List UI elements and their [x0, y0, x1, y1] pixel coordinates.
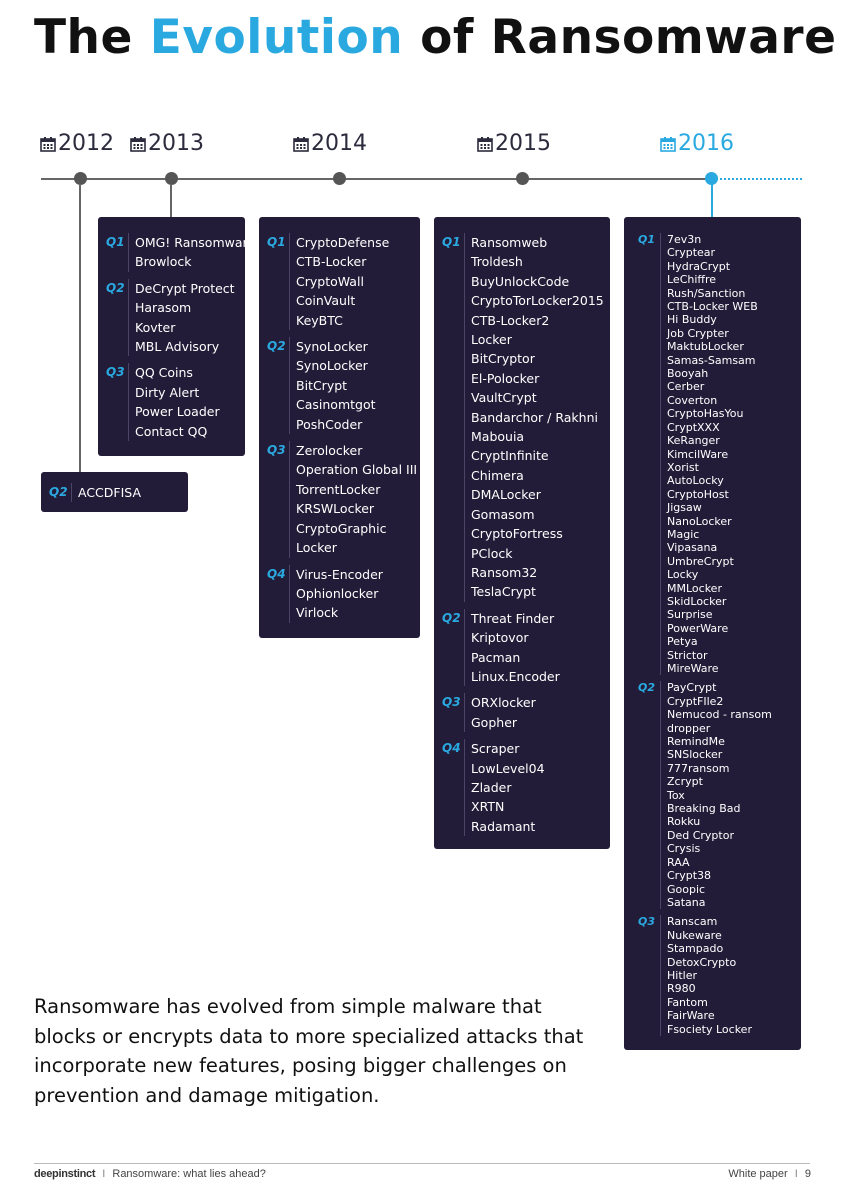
ransomware-item: R980	[667, 982, 696, 996]
ransomware-item: Troldesh	[471, 254, 523, 270]
ransomware-item: KRSWLocker	[296, 501, 375, 517]
quarter-label: Q3	[267, 443, 286, 458]
ransomware-item: Hitler	[667, 968, 697, 982]
ransomware-item: Cryptear	[667, 246, 716, 260]
ransomware-item: CryptFIle2	[667, 694, 724, 708]
ransomware-item: Crysis	[667, 842, 701, 856]
ransomware-item: SynoLocker	[296, 339, 368, 355]
quarter-label: Q3	[442, 695, 461, 710]
year-box-2016	[624, 217, 801, 1050]
quarter-group	[106, 279, 241, 357]
ransomware-item: SkidLocker	[667, 594, 727, 608]
ransomware-item: Ransom32	[471, 564, 538, 580]
ransomware-item: Jigsaw	[667, 501, 702, 515]
ransomware-item: CTB-Locker2	[471, 312, 550, 328]
ransomware-list	[464, 233, 606, 602]
ransomware-item: NanoLocker	[667, 514, 732, 528]
calendar-icon	[130, 136, 146, 152]
ransomware-list	[660, 681, 797, 909]
ransomware-item: VaultCrypt	[471, 390, 537, 406]
title-accent: Evolution	[149, 10, 404, 65]
ransomware-item: DetoxCrypto	[667, 955, 737, 969]
ransomware-item: CTB-Locker	[296, 254, 367, 270]
ransomware-item: Power Loader	[135, 404, 220, 420]
timeline-line	[41, 178, 709, 180]
ransomware-item: Hi Buddy	[667, 313, 717, 327]
year-2014	[293, 131, 367, 156]
ransomware-item: PClock	[471, 545, 513, 561]
ransomware-item: CTB-Locker WEB	[667, 300, 758, 314]
ransomware-item: Virlock	[296, 605, 339, 621]
ransomware-item: BuyUnlockCode	[471, 273, 570, 289]
quarter-group	[106, 363, 241, 441]
ransomware-item: RemindMe	[667, 735, 725, 749]
ransomware-list	[289, 441, 417, 557]
footer-doc-type: White paper	[728, 1168, 788, 1180]
ransomware-item: Locker	[471, 332, 512, 348]
footer-separator: I	[102, 1168, 106, 1180]
ransomware-item: Operation Global III	[296, 462, 418, 478]
ransomware-list	[464, 609, 606, 687]
ransomware-list	[289, 337, 416, 434]
ransomware-item: Gopher	[471, 714, 518, 730]
ransomware-item: MaktubLocker	[667, 340, 744, 354]
year-label: 2016	[678, 131, 734, 156]
calendar-icon	[660, 136, 676, 152]
ransomware-item: Locker	[296, 540, 337, 556]
ransomware-item: Fsociety Locker	[667, 1022, 752, 1036]
ransomware-item: Vipasana	[667, 541, 718, 555]
quarter-group	[106, 233, 256, 272]
timeline-dot-2014	[333, 172, 346, 185]
brand-logo: deepinstinct	[34, 1168, 96, 1180]
quarter-group	[267, 233, 416, 330]
ransomware-item: Rush/Sanction	[667, 286, 746, 300]
title-part-1: The	[34, 10, 150, 65]
ransomware-list	[660, 915, 797, 1036]
ransomware-item: CryptoDefense	[296, 235, 390, 250]
quarter-label: Q2	[267, 339, 286, 354]
ransomware-item: LeChiffre	[667, 273, 717, 287]
ransomware-item: Zerolocker	[296, 443, 363, 459]
ransomware-item: Goopic	[667, 882, 706, 896]
ransomware-item: MireWare	[667, 662, 719, 675]
ransomware-item: Cerber	[667, 380, 705, 394]
ransomware-item: Job Crypter	[667, 326, 729, 340]
ransomware-item: Linux.Encoder	[471, 668, 560, 684]
ransomware-item: Kovter	[135, 319, 176, 335]
footer-divider	[34, 1163, 810, 1164]
footer-doc-title: Ransomware: what lies ahead?	[112, 1168, 266, 1180]
ransomware-item: Gomasom	[471, 506, 535, 522]
quarter-label: Q3	[638, 915, 656, 929]
ransomware-item: PowerWare	[667, 621, 729, 635]
ransomware-list	[128, 233, 255, 272]
ransomware-item: Virus-Encoder	[296, 566, 383, 582]
ransomware-item: Rokku	[667, 815, 701, 829]
quarter-label: Q1	[267, 235, 286, 249]
year-label: 2013	[148, 131, 204, 156]
quarter-group	[638, 681, 797, 909]
ransomware-item: Ransomweb	[471, 235, 548, 250]
quarter-group	[638, 233, 797, 675]
ransomware-item: Browlock	[135, 254, 192, 270]
ransomware-item: BitCrypt	[296, 377, 348, 393]
quarter-group	[49, 483, 184, 502]
ransomware-item: Ophionlocker	[296, 585, 379, 601]
ransomware-item: Magic	[667, 527, 700, 541]
ransomware-item: TeslaCrypt	[471, 584, 536, 600]
ransomware-list	[128, 279, 241, 357]
ransomware-item: Coverton	[667, 393, 718, 407]
calendar-icon	[40, 136, 56, 152]
year-2015	[477, 131, 551, 156]
timeline-dot-2015	[516, 172, 529, 185]
ransomware-item: Scraper	[471, 741, 520, 757]
ransomware-item: CryptXXX	[667, 420, 720, 434]
ransomware-item: AutoLocky	[667, 474, 724, 488]
year-label: 2014	[311, 131, 367, 156]
footer-left	[34, 1168, 266, 1180]
timeline-future-dotted-line	[712, 178, 802, 180]
ransomware-item: RAA	[667, 855, 690, 869]
ransomware-list	[289, 233, 416, 330]
ransomware-item: Radamant	[471, 818, 536, 834]
quarter-group	[267, 441, 416, 557]
ransomware-item: MMLocker	[667, 581, 722, 595]
ransomware-item: Ranscam	[667, 915, 718, 929]
calendar-icon	[477, 136, 493, 152]
ransomware-list	[660, 233, 797, 675]
connector-2016	[711, 184, 713, 218]
description-text: Ransomware has evolved from simple malware that blocks or encrypts data to more specialized attacks that incorporate new features, posing bigger challenges on prevention and damage mitigation.	[34, 995, 584, 1107]
ransomware-item: Mabouia	[471, 429, 525, 445]
year-2013	[130, 131, 204, 156]
ransomware-item: DMALocker	[471, 487, 541, 503]
ransomware-item: ACCDFISA	[78, 485, 142, 500]
ransomware-item: Threat Finder	[471, 610, 555, 626]
ransomware-item: Crypt38	[667, 869, 712, 883]
quarter-group	[267, 337, 416, 434]
quarter-label: Q1	[638, 233, 656, 246]
year-box-2015	[434, 217, 610, 849]
ransomware-item: Locky	[667, 568, 699, 582]
ransomware-item: CryptoWall	[296, 273, 364, 289]
ransomware-item: KeRanger	[667, 434, 720, 448]
ransomware-item: PoshCoder	[296, 416, 363, 432]
connector-2013	[170, 184, 172, 218]
ransomware-item: Dirty Alert	[135, 384, 200, 400]
quarter-group	[442, 233, 606, 602]
footer-separator: I	[794, 1168, 798, 1180]
ransomware-item: HydraCrypt	[667, 259, 731, 273]
quarter-label: Q2	[442, 610, 461, 625]
year-label: 2015	[495, 131, 551, 156]
ransomware-item: CryptoFortress	[471, 526, 563, 542]
ransomware-item: Tox	[667, 788, 685, 802]
calendar-icon	[293, 136, 309, 152]
ransomware-item: Casinomtgot	[296, 397, 376, 413]
ransomware-item: CryptInfinite	[471, 448, 549, 464]
ransomware-item: 7ev3n	[667, 233, 702, 246]
ransomware-item: 777ransom	[667, 761, 730, 775]
ransomware-item: Breaking Bad	[667, 802, 741, 816]
ransomware-item: CryptoTorLocker2015	[471, 293, 604, 309]
ransomware-item: Stampado	[667, 942, 724, 956]
quarter-label: Q4	[442, 741, 461, 756]
ransomware-item: SNSlocker	[667, 748, 723, 762]
year-label: 2012	[58, 131, 114, 156]
quarter-label: Q2	[49, 485, 68, 499]
ransomware-item: Satana	[667, 895, 706, 909]
ransomware-item: DeCrypt Protect	[135, 280, 235, 296]
ransomware-item: FairWare	[667, 1009, 715, 1023]
ransomware-item: Booyah	[667, 367, 709, 381]
quarter-label: Q1	[106, 235, 125, 249]
ransomware-list	[128, 363, 241, 441]
ransomware-item: QQ Coins	[135, 365, 193, 381]
ransomware-item: Xorist	[667, 460, 699, 474]
ransomware-item: Nemucod - ransom	[667, 708, 772, 722]
ransomware-item: KimcilWare	[667, 447, 729, 461]
year-2016	[660, 131, 734, 156]
title-part-2: of Ransomware	[403, 10, 837, 65]
ransomware-item: Chimera	[471, 467, 524, 483]
ransomware-item: Petya	[667, 635, 698, 649]
quarter-group	[442, 693, 606, 732]
footer-right	[728, 1168, 811, 1180]
quarter-group	[267, 565, 416, 623]
ransomware-item: XRTN	[471, 799, 505, 815]
page-title	[34, 10, 836, 65]
ransomware-item: OMG! Ransomware	[135, 235, 256, 250]
year-box-2013	[98, 217, 256, 456]
quarter-group	[442, 609, 606, 687]
ransomware-list	[464, 693, 606, 732]
ransomware-item: Pacman	[471, 649, 521, 665]
ransomware-item: BitCryptor	[471, 351, 535, 367]
ransomware-item: TorrentLocker	[296, 481, 381, 497]
ransomware-item: Contact QQ	[135, 423, 208, 439]
ransomware-item: Bandarchor / Rakhni	[471, 409, 598, 425]
ransomware-item: CryptoHost	[667, 487, 729, 501]
ransomware-item: CoinVault	[296, 293, 356, 309]
quarter-label: Q2	[638, 681, 656, 695]
ransomware-item: Samas-Samsam	[667, 353, 756, 367]
year-2012	[40, 131, 114, 156]
quarter-group	[638, 915, 797, 1036]
ransomware-item: Nukeware	[667, 928, 722, 942]
ransomware-item: dropper	[667, 721, 711, 735]
connector-2012	[79, 184, 81, 473]
ransomware-item: MBL Advisory	[135, 339, 220, 355]
quarter-label: Q1	[442, 235, 461, 249]
ransomware-item: Kriptovor	[471, 630, 529, 646]
ransomware-item: KeyBTC	[296, 312, 343, 328]
year-box-2014	[259, 217, 420, 638]
ransomware-item: El-Polocker	[471, 370, 540, 386]
ransomware-item: Zcrypt	[667, 775, 703, 789]
ransomware-item: PayCrypt	[667, 681, 717, 695]
ransomware-item: Strictor	[667, 648, 708, 662]
ransomware-item: CryptoGraphic	[296, 520, 387, 536]
quarter-label: Q2	[106, 280, 125, 295]
ransomware-item: Fantom	[667, 995, 708, 1009]
ransomware-item: CryptoHasYou	[667, 407, 744, 421]
quarter-label: Q3	[106, 365, 125, 380]
ransomware-item: Harasom	[135, 300, 192, 316]
quarter-group	[442, 739, 606, 836]
ransomware-item: LowLevel04	[471, 760, 545, 776]
ransomware-item: Ded Cryptor	[667, 828, 734, 842]
ransomware-list	[289, 565, 416, 623]
page-number: 9	[804, 1168, 811, 1180]
ransomware-list	[464, 739, 606, 836]
quarter-label: Q4	[267, 566, 286, 581]
year-box-2012	[41, 472, 188, 512]
ransomware-item: SynoLocker	[296, 358, 368, 374]
ransomware-item: Surprise	[667, 608, 713, 622]
ransomware-item: Zlader	[471, 779, 512, 795]
ransomware-item: UmbreCrypt	[667, 554, 734, 568]
ransomware-item: ORXlocker	[471, 695, 536, 711]
ransomware-list	[71, 483, 184, 502]
